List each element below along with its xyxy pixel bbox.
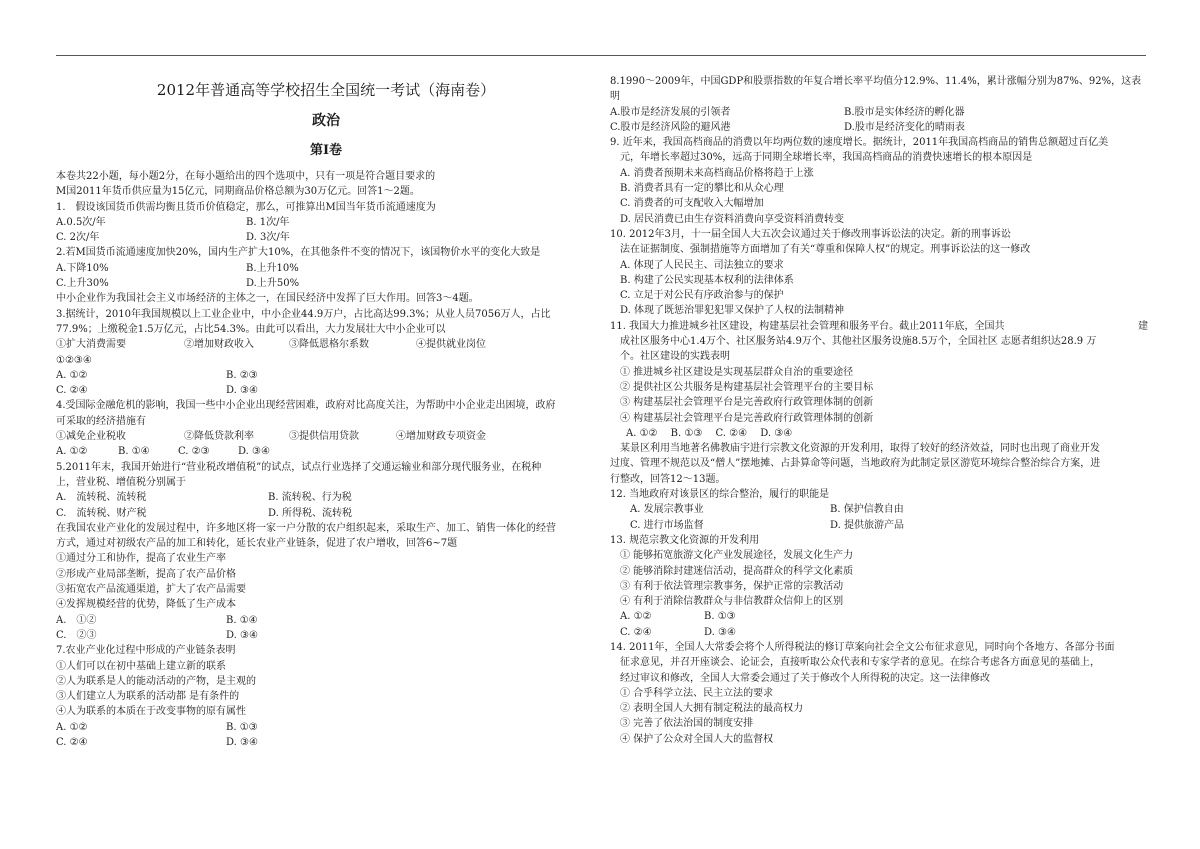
option: ① 推进城乡社区建设是实现基层群众自治的重要途径	[620, 366, 854, 378]
question-9-cont: 元，年增长率超过30%，远高于同期全球增长率，我国高档商品的消费快速增长的根本原因是	[620, 152, 1033, 164]
option: ②降低贷款利率	[184, 431, 254, 443]
question-11-end: 建	[1138, 320, 1148, 332]
header-rule	[56, 55, 1146, 56]
option-row	[56, 368, 596, 383]
option: D. ③④	[704, 626, 736, 638]
question-4: 4.受国际金融危机的影响，我国一些中小企业出现经营困难，政府对比高度关注，为帮助中小企业走出困境，政府	[56, 400, 556, 412]
option: ③ 构建基层社会管理平台是完善政府行政管理体制的创新	[620, 397, 874, 409]
option: B.上升10%	[246, 262, 299, 274]
option: D. 所得税、流转税	[268, 507, 353, 519]
left-column	[56, 80, 596, 750]
option: C.股市是经济风险的避风港	[610, 121, 731, 133]
exam-title: 2012年普通高等学校招生全国统一考试（海南卷）	[156, 81, 496, 99]
option-row	[56, 276, 596, 291]
option: ② 能够消除封建迷信活动，提高群众的科学文化素质	[620, 565, 854, 577]
option-row	[56, 444, 596, 459]
question-11	[610, 319, 1148, 334]
option: ①通过分工和协作，提高了农业生产率	[56, 553, 226, 565]
stem-text: 某景区利用当地著名佛教庙宇进行宗教文化资源的开发利用，取得了较好的经济效益，同时也出现了商业开发	[620, 443, 1100, 455]
option: C. ②③	[56, 629, 97, 641]
option-row	[56, 429, 596, 444]
question-3: 3.据统计，2010年我国规模以上工业企业中，中小企业44.9万户，占比高达99.3%；从业人员7056万人，占比	[56, 308, 551, 320]
option: ③提供信用贷款	[289, 431, 359, 443]
option-row	[56, 735, 596, 750]
option-row	[56, 383, 596, 398]
stem-text-cont: 过度、管理不规范以及“僧人”摆地摊、占卦算命等问题，当地政府为此制定景区游览环境综合整治综合方案，进	[610, 458, 1101, 470]
question-12: 12. 当地政府对该景区的综合整治，履行的职能是	[610, 489, 830, 501]
part-heading: 第Ⅰ卷	[309, 143, 343, 158]
option: D. 提供旅游产品	[830, 519, 905, 531]
question-10-cont: 法在证据制度、强制措施等方面增加了有关“尊重和保障人权”的规定。刑事诉讼法的这一修改	[620, 244, 1031, 256]
option: D. 居民消费已由生存资料消费向享受资料消费转变	[620, 213, 845, 225]
question-9: 9. 近年来，我国高档商品的消费以年均两位数的速度增长。据统计，2011年我国高档商品的销售总额超过百亿美	[610, 137, 1109, 149]
answer-options: A. ①② B. ①③ C. ②④ D. ③④	[626, 427, 793, 439]
option: D. ③④	[226, 385, 258, 397]
option: ①人们可以在初中基础上建立新的联系	[56, 660, 226, 672]
option-row	[56, 215, 596, 230]
option: D. 3次/年	[246, 232, 290, 244]
option: ④发挥规模经营的优势，降低了生产成本	[56, 599, 236, 611]
option: C. 流转税、财产税	[56, 507, 147, 519]
option: A. ①②	[620, 611, 652, 623]
option: D.上升50%	[246, 278, 300, 290]
option: B. 构建了公民实现基本权利的法律体系	[620, 274, 794, 286]
option: B. 消费者具有一定的攀比和从众心理	[620, 183, 784, 195]
option-row	[56, 506, 596, 521]
option: ②增加财政收入	[184, 339, 254, 351]
option: ①②③④	[56, 354, 92, 366]
option: A.股市是经济发展的引领者	[610, 106, 731, 118]
option: ④增加财政专项资金	[396, 431, 486, 443]
option: B. 流转税、行为税	[268, 492, 352, 504]
option: A. ①②	[56, 614, 97, 626]
question-8: 8.1990～2009年，中国GDP和股票指数的年复合增长率平均值分12.9%、11.4%，累计涨幅分别为87%、92%，这表	[610, 76, 1142, 87]
option: C. ②④	[56, 736, 88, 748]
option: C. 2次/年	[56, 232, 100, 244]
option: ①扩大消费需要	[56, 339, 126, 351]
option: B. ①④	[118, 446, 150, 458]
option: D. ③④	[226, 629, 258, 641]
stem-text-cont: 行整改，回答12～13题。	[610, 473, 726, 485]
option-row	[610, 518, 1148, 533]
option: ④ 构建基层社会管理平台是完善政府行政管理体制的创新	[620, 412, 874, 424]
option: A. ①②	[56, 721, 88, 733]
stem-text: M国2011年货币供应量为15亿元，同期商品价格总额为30万亿元。回答1～2题。	[56, 186, 420, 198]
question-5: 5.2011年末，我国开始进行“营业税改增值税”的试点，试点行业选择了交通运输业和部分现代服务业，在税种	[56, 461, 542, 473]
option-row	[610, 625, 1148, 640]
question-10: 10. 2012年3月，十一届全国人大五次会议通过关于修改刑事诉讼法的决定。新的刑事诉讼	[610, 228, 1011, 240]
option: D.股市是经济变化的晴雨表	[844, 121, 965, 133]
option: B. ①③	[704, 611, 736, 623]
option: ②人为联系是人的能动活动的产物，是主观的	[56, 675, 256, 687]
option: D. ③④	[226, 736, 258, 748]
question-1: 1. 假设该国货币供需均衡且货币价值稳定，那么，可推算出M国当年货币流通速度为	[56, 201, 436, 213]
option: ①减免企业税收	[56, 431, 126, 443]
exam-subject: 政治	[312, 113, 340, 129]
option: A.下降10%	[56, 262, 109, 274]
question-11-cont: 个。社区建设的实践表明	[620, 351, 730, 363]
option: C.上升30%	[56, 278, 109, 290]
option-row	[56, 337, 596, 352]
option: A. 体现了人民民主、司法独立的要求	[620, 259, 784, 271]
option: C. 立足于对公民有序政治参与的保护	[620, 290, 784, 302]
option: ② 提供社区公共服务是构建基层社会管理平台的主要目标	[620, 381, 874, 393]
question-5-cont: 上，营业税、增值税分别属于	[56, 476, 186, 488]
option-row	[610, 120, 1148, 135]
option: C. 消费者的可支配收入大幅增加	[620, 198, 764, 210]
option: B. ②③	[226, 369, 258, 381]
option-row	[610, 105, 1148, 120]
option-row	[56, 720, 596, 735]
option-row	[56, 628, 596, 643]
option-row	[610, 609, 1148, 624]
option-row	[56, 261, 596, 276]
option: C. ②③	[178, 446, 210, 458]
question-14-cont: 经过审议和修改，全国人大常委会通过了关于修改个人所得税的决定。这一法律修改	[620, 672, 990, 684]
option: ④ 有利于消除信教群众与非信教群众信仰上的区别	[620, 596, 844, 608]
option: ③拓宽农产品流通渠道，扩大了农产品需要	[56, 584, 246, 596]
option: B. 保护信教自由	[830, 504, 904, 516]
option: C. ②④	[620, 626, 652, 638]
option: B. ①④	[226, 614, 258, 626]
option: ③人们建立人为联系的活动都 是有条件的	[56, 691, 240, 703]
question-11-cont: 成社区服务中心1.4万个、社区服务站4.9万个、其他社区服务设施8.5万个，全国社区 志愿者组织达28.9 万	[620, 336, 1097, 348]
option: A. 消费者预期未来高档商品价格将趋于上涨	[620, 167, 814, 179]
question-4-cont: 可采取的经济措施有	[56, 415, 146, 427]
option: ① 合乎科学立法、民主立法的要求	[620, 687, 774, 699]
option: D. 体现了既惩治罪犯犯罪又保护了人权的法制精神	[620, 305, 845, 317]
question-14: 14. 2011年，全国人大常委会将个人所得税法的修订草案向社会全文公布征求意见，同时向个各地方、各部分书面	[610, 641, 1115, 653]
option: A. 发展宗教事业	[630, 504, 704, 516]
intro-text: 本卷共22小题，每小题2分，在每小题给出的四个选项中，只有一项是符合题目要求的	[56, 171, 436, 182]
question-7: 7.农业产业化过程中形成的产业链条表明	[56, 645, 236, 657]
option: ④人为联系的本质在于改变事物的原有属性	[56, 706, 246, 718]
question-3-cont: 77.9%；上缴税金1.5万亿元，占比54.3%。由此可以看出，大力发展壮大中小企业可以	[56, 323, 446, 335]
option: A. ①②	[56, 446, 88, 458]
option: C. ②④	[56, 385, 88, 397]
option: ③ 完善了依法治国的制度安排	[620, 718, 754, 730]
option-row	[56, 230, 596, 245]
option: D. ③④	[238, 446, 270, 458]
right-column	[610, 74, 1148, 747]
option: ④ 保护了公众对全国人大的监督权	[620, 733, 774, 745]
stem-text: 中小企业作为我国社会主义市场经济的主体之一，在国民经济中发挥了巨大作用。回答3～4题。	[56, 293, 479, 305]
question-2: 2.若M国货币流通速度加快20%，国内生产扩大10%，在其他条件不变的情况下，该国物价水平的变化大致是	[56, 247, 541, 259]
question-8-cont: 明	[610, 91, 620, 103]
option: ③降低恩格尔系数	[289, 339, 369, 351]
option: B. 1次/年	[246, 216, 290, 228]
question-13: 13. 规范宗教文化资源的开发利用	[610, 534, 760, 546]
option: ④提供就业岗位	[416, 339, 486, 351]
option: A.0.5次/年	[56, 216, 106, 228]
option-row	[56, 613, 596, 628]
stem-text: 在我国农业产业化的发展过程中，许多地区将一家一户分散的农户组织起来，采取生产、加工、销售一体化的经营	[56, 522, 556, 534]
stem-text-cont: 方式，通过对初级农产品的加工和转化，延长农业产业链条，促进了农户增收，回答6~7题	[56, 538, 458, 550]
option-row	[56, 490, 596, 505]
option: ① 能够拓宽旅游文化产业发展途径，发展文化生产力	[620, 550, 854, 562]
question-14-cont: 征求意见，并召开座谈会、论证会，直接听取公众代表和专家学者的意见。在综合考虑各方面意见的基础上，	[620, 657, 1100, 669]
option: ③ 有利于依法管理宗教事务，保护正常的宗教活动	[620, 580, 844, 592]
option: ②形成产业局部垄断，提高了农产品价格	[56, 568, 236, 580]
option: A. ①②	[56, 369, 88, 381]
question-11-text: 11. 我国大力推进城乡社区建设，构建基层社会管理和服务平台。截止2011年底，全国共	[610, 320, 1005, 332]
option: C. 进行市场监督	[630, 519, 704, 531]
option-row	[610, 502, 1148, 517]
option: ② 表明全国人大拥有制定税法的最高权力	[620, 703, 804, 715]
option: A. 流转税、流转税	[56, 492, 147, 504]
option: B.股市是实体经济的孵化器	[844, 106, 965, 118]
option: B. ①③	[226, 721, 258, 733]
